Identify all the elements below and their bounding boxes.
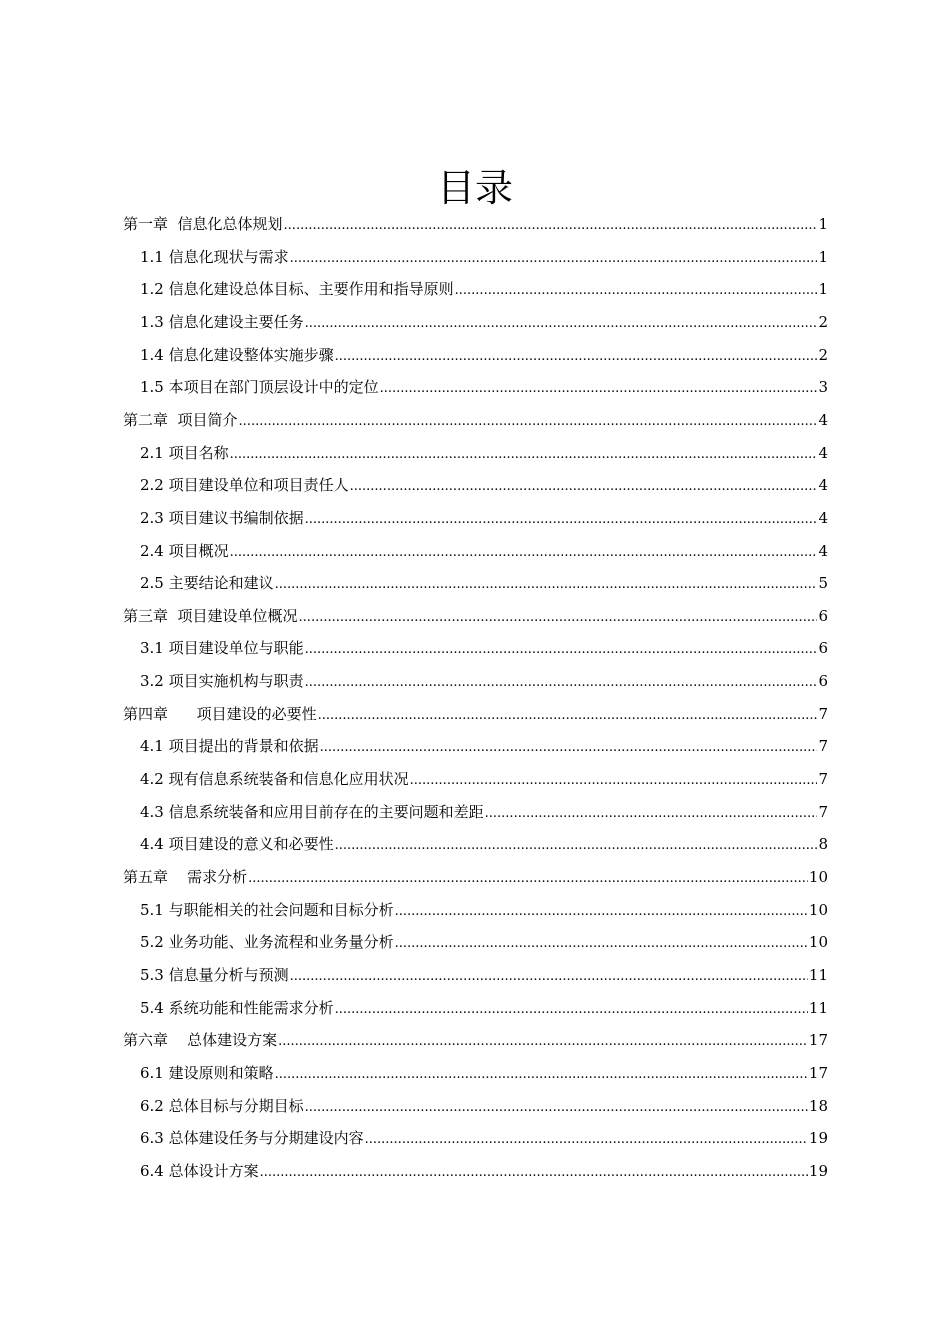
toc-chapter-entry[interactable] <box>123 698 828 730</box>
toc-entry-label: 2.1 项目名称 <box>140 443 229 462</box>
toc-page-number: 7 <box>818 737 828 756</box>
toc-dot-leader <box>239 406 818 438</box>
toc-page-number: 4 <box>818 443 828 462</box>
toc-page-number: 11 <box>808 965 828 984</box>
toc-section-entry[interactable] <box>140 535 828 567</box>
toc-section-entry[interactable] <box>140 992 828 1024</box>
toc-entry-label: 第六章 总体建设方案 <box>123 1031 278 1050</box>
toc-dot-leader <box>318 700 818 732</box>
toc-page-number: 18 <box>808 1096 828 1115</box>
toc-dot-leader <box>299 602 818 634</box>
toc-entry-label: 5.1 与职能相关的社会问题和目标分析 <box>140 900 394 919</box>
toc-page-number: 10 <box>808 868 828 886</box>
toc-section-entry[interactable] <box>140 796 828 828</box>
toc-dot-leader <box>395 928 808 960</box>
toc-dot-leader <box>305 308 818 340</box>
toc-entry-label: 6.2 总体目标与分期目标 <box>140 1096 304 1115</box>
toc-page-number: 19 <box>808 1129 828 1148</box>
toc-page-number: 5 <box>818 574 828 593</box>
toc-page-number: 4 <box>818 508 828 527</box>
toc-page-number: 2 <box>818 312 828 331</box>
toc-dot-leader <box>320 732 818 764</box>
toc-chapter-entry[interactable] <box>123 600 828 632</box>
toc-page-number: 1 <box>818 280 828 299</box>
toc-entry-label: 5.2 业务功能、业务流程和业务量分析 <box>140 933 394 952</box>
toc-entry-label: 第五章 需求分析 <box>123 868 248 886</box>
page-title: 目录 <box>436 166 513 210</box>
toc-section-entry[interactable] <box>140 894 828 926</box>
toc-chapter-entry[interactable] <box>123 1024 828 1056</box>
toc-dot-leader <box>335 341 818 373</box>
toc-section-entry[interactable] <box>140 339 828 371</box>
toc-dot-leader <box>410 765 818 797</box>
toc-page-number: 10 <box>808 933 828 952</box>
toc-entry-label: 4.2 现有信息系统装备和信息化应用状况 <box>140 770 409 789</box>
toc-entry-label: 5.4 系统功能和性能需求分析 <box>140 998 334 1017</box>
toc-entry-label: 5.3 信息量分析与预测 <box>140 965 289 984</box>
toc-dot-leader <box>248 863 808 895</box>
toc-chapter-entry[interactable] <box>123 861 828 893</box>
toc-dot-leader <box>335 994 808 1026</box>
toc-section-entry[interactable] <box>140 828 828 860</box>
toc-section-entry[interactable] <box>140 1155 828 1187</box>
toc-dot-leader <box>284 210 818 242</box>
toc-dot-leader <box>290 961 808 993</box>
toc-page-number: 17 <box>808 1031 828 1050</box>
toc-dot-leader <box>305 667 818 699</box>
toc-section-entry[interactable] <box>140 567 828 599</box>
toc-entry-label: 2.4 项目概况 <box>140 541 229 560</box>
toc-section-entry[interactable] <box>140 1090 828 1122</box>
toc-entry-label: 6.4 总体设计方案 <box>140 1161 259 1180</box>
toc-page-number: 7 <box>818 802 828 821</box>
toc-section-entry[interactable] <box>140 730 828 762</box>
toc-section-entry[interactable] <box>140 665 828 697</box>
toc-dot-leader <box>305 634 818 666</box>
toc-page-number: 19 <box>808 1161 828 1180</box>
toc-entry-label: 1.2 信息化建设总体目标、主要作用和指导原则 <box>140 280 454 299</box>
toc-section-entry[interactable] <box>140 959 828 991</box>
toc-page-number: 4 <box>818 541 828 560</box>
toc-section-entry[interactable] <box>140 437 828 469</box>
toc-dot-leader <box>305 504 818 536</box>
toc-dot-leader <box>485 798 818 830</box>
toc-section-entry[interactable] <box>140 1057 828 1089</box>
toc-entry-label: 2.5 主要结论和建议 <box>140 574 274 593</box>
toc-page-number: 1 <box>818 215 828 233</box>
toc-section-entry[interactable] <box>140 306 828 338</box>
toc-dot-leader <box>275 1059 808 1091</box>
toc-chapter-entry[interactable] <box>123 208 828 240</box>
toc-page-number: 6 <box>818 639 828 658</box>
toc-entry-label: 第四章 项目建设的必要性 <box>123 704 317 723</box>
toc-page-number: 2 <box>818 345 828 364</box>
toc-section-entry[interactable] <box>140 502 828 534</box>
toc-dot-leader <box>260 1157 808 1189</box>
toc-section-entry[interactable] <box>140 1122 828 1154</box>
toc-dot-leader <box>350 471 818 503</box>
toc-entry-label: 1.5 本项目在部门顶层设计中的定位 <box>140 378 379 397</box>
toc-page-number: 4 <box>818 476 828 495</box>
toc-entry-label: 第一章 信息化总体规划 <box>123 215 283 233</box>
toc-dot-leader <box>365 1124 808 1156</box>
toc-chapter-entry[interactable] <box>123 404 828 436</box>
toc-section-entry[interactable] <box>140 632 828 664</box>
toc-entry-label: 6.1 建设原则和策略 <box>140 1063 274 1082</box>
toc-page-number: 7 <box>818 704 828 723</box>
toc-dot-leader <box>455 275 818 307</box>
toc-page-number: 6 <box>818 606 828 625</box>
toc-page-number: 7 <box>818 770 828 789</box>
toc-section-entry[interactable] <box>140 469 828 501</box>
toc-entry-label: 4.4 项目建设的意义和必要性 <box>140 835 334 854</box>
toc-page-number: 3 <box>818 378 828 397</box>
toc-section-entry[interactable] <box>140 926 828 958</box>
toc-dot-leader <box>230 537 818 569</box>
toc-page-number: 11 <box>808 998 828 1017</box>
toc-entry-label: 1.3 信息化建设主要任务 <box>140 312 304 331</box>
toc-entry-label: 4.3 信息系统装备和应用目前存在的主要问题和差距 <box>140 802 484 821</box>
toc-section-entry[interactable] <box>140 241 828 273</box>
toc-page-number: 10 <box>808 900 828 919</box>
toc-dot-leader <box>395 896 808 928</box>
toc-dot-leader <box>230 439 818 471</box>
toc-entry-label: 3.2 项目实施机构与职责 <box>140 672 304 691</box>
toc-page-number: 17 <box>808 1063 828 1082</box>
toc-entry-label: 1.4 信息化建设整体实施步骤 <box>140 345 334 364</box>
toc-section-entry[interactable] <box>140 273 828 305</box>
toc-page-number: 6 <box>818 672 828 691</box>
toc-dot-leader <box>305 1092 808 1124</box>
toc-dot-leader <box>278 1026 808 1058</box>
toc-page-number: 4 <box>818 410 828 429</box>
toc-entry-label: 2.2 项目建设单位和项目责任人 <box>140 476 349 495</box>
toc-page-number: 8 <box>818 835 828 854</box>
toc-entry-label: 第二章 项目简介 <box>123 410 238 429</box>
toc-entry-label: 4.1 项目提出的背景和依据 <box>140 737 319 756</box>
toc-dot-leader <box>380 373 818 405</box>
toc-page-number: 1 <box>818 247 828 266</box>
toc-entry-label: 1.1 信息化现状与需求 <box>140 247 289 266</box>
toc-dot-leader <box>335 830 818 862</box>
toc-entry-label: 3.1 项目建设单位与职能 <box>140 639 304 658</box>
toc-entry-label: 6.3 总体建设任务与分期建设内容 <box>140 1129 364 1148</box>
toc-entry-label: 2.3 项目建议书编制依据 <box>140 508 304 527</box>
toc-dot-leader <box>275 569 818 601</box>
toc-section-entry[interactable] <box>140 371 828 403</box>
toc-entry-label: 第三章 项目建设单位概况 <box>123 606 298 625</box>
toc-dot-leader <box>290 243 818 275</box>
toc-section-entry[interactable] <box>140 763 828 795</box>
